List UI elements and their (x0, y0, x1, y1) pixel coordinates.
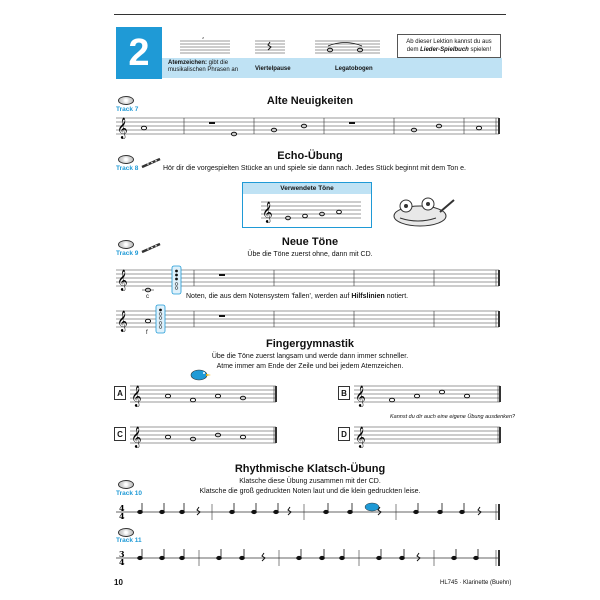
staff-exercise-a (128, 378, 280, 408)
exercise-label-d: D (338, 427, 350, 441)
track-7-label: Track 7 (116, 106, 139, 113)
svg-text:𝄞: 𝄞 (131, 386, 142, 407)
svg-text:𝄞: 𝄞 (117, 311, 128, 332)
own-exercise-prompt: Kannst du dir auch eine eigene Übung ausdenken? (390, 414, 516, 420)
svg-text:𝄞: 𝄞 (131, 427, 142, 448)
top-rule (114, 14, 506, 15)
svg-text:𝄞: 𝄞 (355, 427, 366, 448)
exercise-label-b: B (338, 386, 350, 400)
footer-code: HL745 · Klarinette (Buehn) (440, 580, 512, 586)
rhythm-line-track10 (114, 498, 506, 526)
staff-exercise-b (352, 378, 504, 408)
atemzeichen-label: Atemzeichen: gibt die musikalischen Phrasen an (168, 60, 239, 73)
rhythm-line-2: Klatsche die groß gedruckten Noten laut und die klein gedruckten leise. (199, 488, 421, 495)
track-10-label: Track 10 (116, 490, 143, 497)
staff-alte (114, 112, 506, 142)
cd-icon (118, 96, 134, 105)
lesson-number: 2 (116, 27, 162, 79)
finger-line-1: Übe die Töne zuerst langsam und werde dann immer schneller. (211, 353, 409, 360)
time-signature-top: 4 (119, 503, 125, 513)
section-title-finger: Fingergymnastik (265, 338, 355, 350)
exercise-label-c: C (114, 427, 126, 441)
clarinet-icon (140, 157, 164, 169)
svg-text:,: , (202, 33, 205, 40)
used-notes-box (242, 182, 372, 228)
staff-exercise-c (128, 419, 280, 449)
legatobogen-label: Legatobogen (335, 66, 373, 72)
songbook-note: Ab dieser Lektion kannst du aus dem Lieder-Spielbuch spielen! (397, 34, 501, 58)
frog-illustration (380, 192, 460, 228)
used-notes-title: Verwendete Töne (243, 183, 371, 194)
finger-line-2: Atme immer am Ende der Zeile und bei jedem Atemzeichen. (216, 363, 404, 370)
page-number: 10 (114, 578, 123, 587)
time-signature-top: 3 (119, 549, 125, 559)
svg-text:𝄞: 𝄞 (117, 118, 128, 139)
cd-icon (118, 480, 134, 489)
rhythm-line-1: Klatsche diese Übung zusammen mit der CD. (239, 478, 381, 485)
echo-instructions: Hör dir die vorgespielten Stücke an und spiele sie dann nach. Jedes Stück beginnt mit dem Ton e. (163, 165, 466, 172)
cd-icon (118, 240, 134, 249)
svg-text:𝄞: 𝄞 (355, 386, 366, 407)
neue-instructions: Übe die Töne zuerst ohne, dann mit CD. (247, 251, 373, 258)
svg-text:𝄞: 𝄞 (262, 202, 273, 223)
bird-illustration (186, 366, 212, 382)
track-11-label: Track 11 (116, 537, 142, 544)
hilfslinien-note: Noten, die aus dem Notensystem 'fallen', werden auf Hilfslinien notiert. (186, 293, 409, 300)
track-8-label: Track 8 (116, 165, 139, 172)
clarinet-icon (140, 242, 164, 254)
time-signature-bottom: 4 (119, 511, 125, 521)
exercise-label-a: A (114, 386, 126, 400)
cd-icon (118, 155, 134, 164)
note-name-c: c (146, 294, 149, 300)
staff-exercise-d (352, 419, 504, 449)
section-title-echo: Echo-Übung (277, 150, 343, 162)
cd-icon (118, 528, 134, 537)
staff-neue-f (114, 303, 506, 335)
svg-text:𝄞: 𝄞 (117, 270, 128, 291)
track-9-label: Track 9 (116, 250, 139, 257)
used-notes-staff (243, 194, 371, 224)
time-signature-bottom: 4 (119, 557, 125, 567)
header-notation (180, 33, 395, 61)
rhythm-line-track11 (114, 544, 506, 572)
section-title-rhythm: Rhythmische Klatsch-Übung (234, 463, 386, 475)
section-title-neue: Neue Töne (281, 236, 339, 248)
note-name-f: f (146, 330, 148, 336)
viertelpause-label: Viertelpause (255, 66, 291, 72)
section-title-alte: Alte Neuigkeiten (266, 95, 354, 107)
